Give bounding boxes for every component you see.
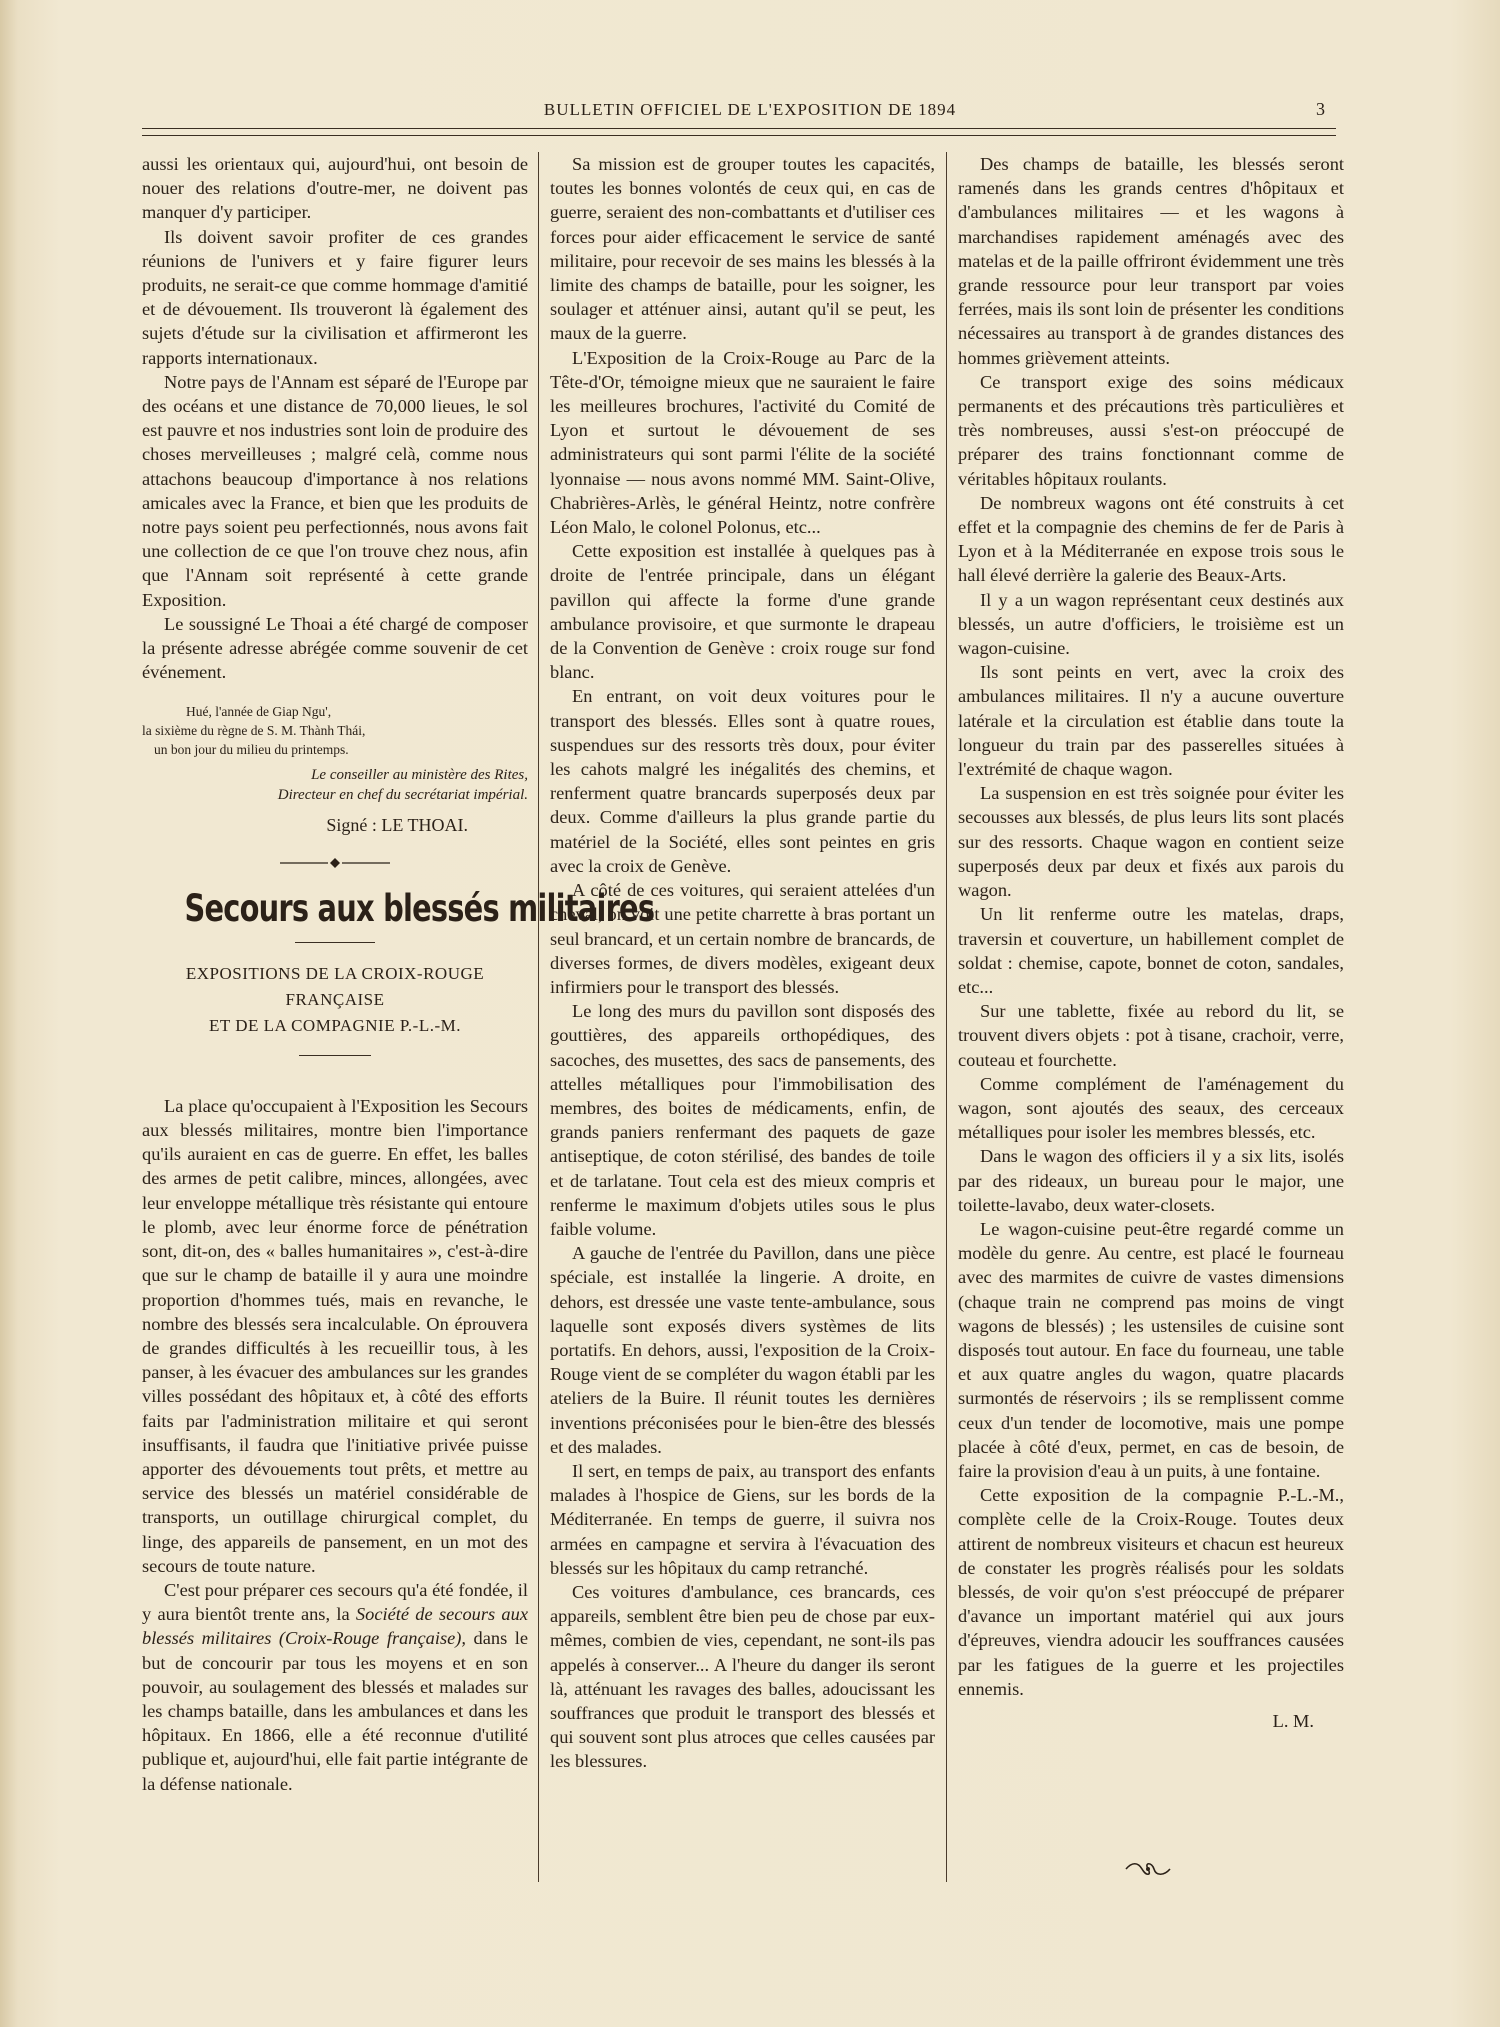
ornament-rule [142, 852, 528, 876]
paragraph: Ces voitures d'ambulance, ces brancards, ces appareils, semblent être bien peu de chose par eux-mêmes, combien de vies, cependant, ne sont-ils pas appelés à conserver... A l'heure du danger ils seront là, atténuant les ravages des balles, adoucissant les souffrances que produit le transport des blessés et qui souvent sont plus atroces que celles causées par les blessures. [550, 1581, 935, 1772]
paragraph: En entrant, on voit deux voitures pour le transport des blessés. Elles sont à quatre roues, suspendues sur des ressorts très doux, pour éviter les cahots malgré les inégalités des chemins, et renferment quatre brancards superposés deux par deux. Comme d'ailleurs la plus grande partie du matériel de la Société, elles sont peintes en gris avec la croix de Genève. [550, 686, 935, 876]
header-rule [142, 128, 1336, 136]
article-headline: Secours aux blessés militaires [184, 886, 655, 930]
paragraph: A côté de ces voitures, qui seraient attelées d'un cheval, on voit une petite charrette à bras portant un seul brancard, et un certain nombre de brancards, de diverses formes, de divers modèles, exigeant deux infirmiers pour le transport des blessés. [550, 880, 935, 997]
dateline-line: Hué, l'année de Giap Ngu', [186, 704, 332, 720]
paragraph: Ce transport exige des soins médicaux permanents et des précautions très particulières et très nombreuses, aussi s'est-on préoccupé de préparer des trains fonctionnant comme de véritables hôpitaux roulants. [958, 371, 1344, 489]
column-3 [958, 152, 1344, 1733]
paragraph: Ils sont peints en vert, avec la croix des ambulances militaires. Il n'y a aucune ouverture latérale et la circulation est établie dans toute la longueur du train par des passerelles situées à l'extrémité de chaque wagon. [958, 662, 1344, 780]
column-divider [946, 152, 947, 1882]
paragraph: Le wagon-cuisine peut-être regardé comme un modèle du genre. Au centre, est placé le fourneau avec des marmites de cuivre de vastes dimensions (chaque train ne comprend pas moins de vingt wagons de blessés) ; les ustensiles de cuisine sont disposés tout autour. En face du fourneau, une table et aux quatre angles du wagon, quatre placards surmontés de réservoirs ; ils se remplissent comme ceux d'un tender de locomotive, mais une pompe placée à côté d'eux, permet, en cas de besoin, de faire la provision d'eau à un puits, à une fontaine. [958, 1218, 1344, 1481]
divider [295, 942, 375, 943]
paragraph: Notre pays de l'Annam est séparé de l'Europe par des océans et une distance de 70,000 lieues, le sol est pauvre et nos industries sont loin de produire des choses merveilleuses ; malgré celà, comme nous attachons beaucoup d'importance à nos relations amicales avec la France, et bien que les produits de notre pays soient peu perfectionnés, nous avons fait une collection de ce que l'on trouve chez nous, afin que l'Annam soit représenté à cette grande Exposition. [142, 371, 528, 610]
paragraph: La suspension en est très soignée pour éviter les secousses aux blessés, de plus leurs lits sont placés sur des ressorts. Chaque wagon en contient seize superposés deux par deux et fixés aux parois du wagon. [958, 783, 1344, 901]
paragraph: De nombreux wagons ont été construits à cet effet et la compagnie des chemins de fer de Paris à Lyon et à la Méditerranée en expose trois sous le hall élevé derrière la galerie des Beaux-Arts. [958, 492, 1344, 586]
divider [299, 1055, 371, 1056]
signatory-title: Directeur en chef du secrétariat impérial. [277, 787, 528, 804]
paragraph: Sa mission est de grouper toutes les capacités, toutes les bonnes volontés de ceux qui, en cas de guerre, seraient des non-combattants et d'utiliser ces forces pour aider efficacement le service de santé militaire, pour recevoir de ses mains les blessés à la limite des champs de bataille, pour les soigner, les soulager et atténuer ainsi, autant qu'il se peut, les maux de la guerre. [550, 154, 935, 344]
paragraph: A gauche de l'entrée du Pavillon, dans une pièce spéciale, est installée la lingerie. A droite, en dehors, est dressée une vaste tente-ambulance, sous laquelle sont exposés divers systèmes de lits portatifs. En dehors, aussi, l'exposition de la Croix-Rouge vient de se compléter du wagon établi par les ateliers de la Buire. Il réunit toutes les dernières inventions préconisées pour le bien-être des blessés et des malades. [550, 1243, 935, 1457]
page-number: 3 [1316, 99, 1325, 119]
text-run: C'est pour préparer ces secours qu'a été fondée, il y aura bientôt trente ans, la [142, 1579, 528, 1625]
paragraph: Cette exposition est installée à quelques pas à droite de l'entrée principale, dans un élégant pavillon qui affecte la forme d'une grande ambulance provisoire, et que surmonte le drapeau de la Convention de Genève : croix rouge sur fond blanc. [550, 541, 935, 683]
dateline-line: la sixième du règne de S. M. Thành Thái, [142, 723, 366, 739]
paragraph: Il sert, en temps de paix, au transport des enfants malades à l'hospice de Giens, sur les bords de la Méditerranée. En temps de guerre, il suivra nos armées en campagne et servira à l'évacuation des blessés sur les hôpitaux du camp retranché. [550, 1460, 935, 1578]
paragraph: Comme complément de l'aménagement du wagon, sont ajoutés des seaux, des cerceaux métalliques pour isoler les membres blessés, etc. [958, 1073, 1344, 1143]
author-initials: L. M. [1272, 1711, 1314, 1731]
paragraph: aussi les orientaux qui, aujourd'hui, ont besoin de nouer des relations d'outre-mer, ne doivent pas manquer d'y participer. [142, 154, 528, 223]
dateline [142, 702, 528, 759]
paragraph: L'Exposition de la Croix-Rouge au Parc de la Tête-d'Or, témoigne mieux que ne sauraient le faire les meilleures brochures, l'activité du Comité de Lyon et surtout le dévouement de ses administrateurs qui sont parmi l'élite de la société lyonnaise — nous avons nommé MM. Saint-Olive, Chabrières-Arlès, le général Heintz, notre confrère Léon Malo, le colonel Polonus, etc... [550, 347, 935, 538]
paragraph: Le long des murs du pavillon sont disposés des gouttières, des appareils orthopédiques, des sacoches, des musettes, des sacs de pansements, des attelles métalliques pour l'immobilisation des membres, des boites de médicaments, enfin, de grands paniers renfermant des paquets de gaze antiseptique, de coton stérilisé, des bandes de toile et de tarlatane. Tout cela est des mieux compris et renferme le maximum d'objets utiles sous le plus faible volume. [550, 1001, 935, 1239]
paragraph: Un lit renferme outre les matelas, draps, traversin et couverture, un habillement complet de soldat : chemise, capote, bonnet de coton, sandales, etc... [958, 904, 1344, 997]
column-1 [142, 152, 655, 1796]
end-ornament-icon [1122, 1860, 1174, 1883]
paragraph: Sur une tablette, fixée au rebord du lit, se trouvent divers objets : pot à tisane, crachoir, verre, couteau et fourchette. [958, 1001, 1344, 1070]
column-2 [550, 152, 935, 1774]
paragraph [142, 1578, 528, 1796]
paragraph: La place qu'occupaient à l'Exposition les Secours aux blessés militaires, montre bien l'importance qu'ils auraient en cas de guerre. En effet, les balles des armes de petit calibre, minces, allongées, avec leur enveloppe métallique très résistante qui entoure le plomb, avec leur énorme force de pénétration sont, dit-on, des « balles humanitaires », c'est-à-dire que sur le champ de bataille il y aura une moindre proportion d'hommes tués, mais en revanche, le nombre des blessés sera incalculable. On éprouvera de grandes difficultés à les recueillir tous, à les panser, à les évacuer des ambulances sur les grandes villes possédant des hôpitaux et, à côté des efforts faits par l'administration militaire et qui seront insuffisants, il faudra que l'initiative privée puisse apporter des dévouements tout prêts, et mettre au service des blessés un matériel considérable de transports, un outillage chirurgical complet, du linge, des appareils de pansement, en un mot des secours de toute nature. [142, 1095, 528, 1576]
paragraph: Cette exposition de la compagnie P.-L.-M., complète celle de la Croix-Rouge. Toutes deux attirent de nombreux visiteurs et chacun est heureux de constater les progrès réalisés pour les soldats blessés, de voir qu'on s'est préoccupé de préparer d'avance un important matériel qui aux jours d'épreuves, viendra adoucir les souffrances causées par les fatigues de la guerre et les projectiles ennemis. [958, 1485, 1344, 1699]
paragraph: Ils doivent savoir profiter de ces grandes réunions de l'univers et y faire figurer leurs produits, ne serait-ce que comme hommage d'amitié et de dévouement. Ils trouveront là également des sujets d'étude sur la civilisation et affirmeront les rapports internationaux. [142, 226, 528, 368]
paragraph: Des champs de bataille, les blessés seront ramenés dans les grands centres d'hôpitaux et d'ambulances militaires — et les wagons à marchandises rapidement aménagés avec des matelas et de la paille offriront évidemment une très grande ressource pour leur transport par voies ferrées, mais ils sont loin de présenter les conditions nécessaires au transport à de grandes distances des hommes grièvement atteints. [958, 154, 1344, 368]
paragraph: Dans le wagon des officiers il y a six lits, isolés par des rideaux, un bureau pour le major, une toilette-lavabo, deux water-closets. [958, 1146, 1344, 1215]
signatory-title: Le conseiller au ministère des Rites, [311, 767, 528, 784]
running-header: BULLETIN OFFICIEL DE L'EXPOSITION DE 1894 [543, 100, 957, 119]
signature-line: Signé : LE THOAI. [326, 815, 468, 836]
italic-society-name: Société de secours aux blessés militaires (Croix-Rouge française), [142, 1604, 528, 1649]
text-run: dans le but de concourir par tous les moyens et en son pouvoir, au soulagement des blessés et malades sur les champs bataille, dans les ambulances et dans les hôpitaux. En 1866, elle a été reconnue d'utilité publique et, aujourd'hui, elle fait partie intégrante de la défense nationale. [142, 1628, 528, 1794]
article-subhead: ET DE LA COMPAGNIE P.-L.-M. [209, 1015, 461, 1035]
paragraph: Le soussigné Le Thoai a été chargé de composer la présente adresse abrégée comme souvenir de cet événement. [142, 613, 528, 683]
paragraph: Il y a un wagon représentant ceux destinés aux blessés, un autre d'officiers, le troisième est un wagon-cuisine. [958, 589, 1344, 659]
column-divider [538, 152, 539, 1882]
dateline-line: un bon jour du milieu du printemps. [154, 742, 349, 758]
article-subhead: EXPOSITIONS DE LA CROIX-ROUGE FRANÇAISE [185, 963, 485, 1009]
